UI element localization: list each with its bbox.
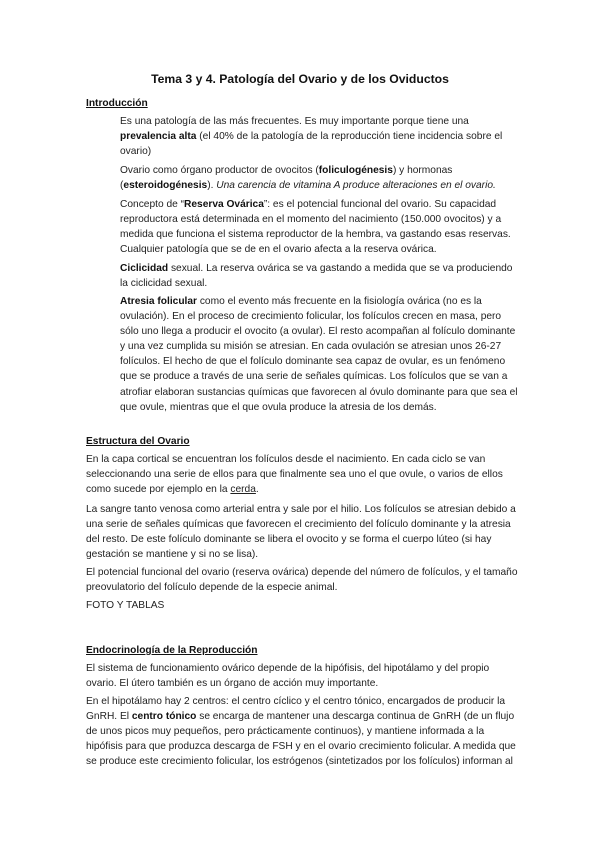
- heading-introduccion: Introducción: [86, 98, 148, 109]
- intro-paragraph-prevalence: Es una patología de las más frecuentes. Es muy importante porque tiene una prevalencia alta (el 40% de la patología de la reproducción tiene incidencia sobre el ovario): [120, 116, 503, 158]
- endo-paragraph-system: El sistema de funcionamiento ovárico depende de la hipófisis, del hipotálamo y del propio ovario. El útero también es un órgano de acción muy importante.: [86, 663, 490, 690]
- structure-placeholder-photos: FOTO Y TABLAS: [86, 600, 165, 611]
- structure-paragraph-potential: El potencial funcional del ovario (reserva ovárica) depende del número de folículos, y el tamaño preovulatorio del folículo depende de la especie animal.: [86, 567, 518, 594]
- intro-paragraph-ovarian-reserve: Concepto de “Reserva Ovárica”: es el potencial funcional del ovario. Su capacidad reproductora está determinada en el momento del nacimiento (150.000 ovocitos) y a medida que funciona el sistema reproductor de la hembra, va gastando esas reservas. Cualquier patología que se de en el ovario afecta a la reserva ovárica.: [120, 199, 511, 256]
- intro-paragraph-atresia: Atresia folicular como el evento más frecuente en la fisiología ovárica (no es la ovulación). En el proceso de crecimiento folicular, los folículos crecen en masa, pero sólo uno llega a producir el ovocito (a ovular). El resto acompañan al folículo dominante y una vez cumplida su misión se atresian. En cada ovulación se atresian unos 26-27 folículos. El hecho de que el folículo dominante sea capaz de ovular, es un fenómeno que se produce a través de una serie de señales químicas. Los folículos que se van a atrofiar elaboran sustancias químicas que favorecen al óvulo dominante para que sea el que ovule, mientras que el que ovula produce la atresia de los demás.: [120, 296, 518, 413]
- cerda-link: cerda: [230, 484, 256, 496]
- heading-estructura: Estructura del Ovario: [86, 436, 190, 447]
- intro-paragraph-ciclicidad: Ciclicidad sexual. La reserva ovárica se va gastando a medida que se va produciendo la ciclicidad sexual.: [120, 263, 513, 290]
- intro-paragraph-ovary-function: Ovario como órgano productor de ovocitos (foliculogénesis) y hormonas (esteroidogénesis). Una carencia de vitamina A produce alteraciones en el ovario.: [120, 165, 496, 192]
- structure-paragraph-blood: La sangre tanto venosa como arterial entra y sale por el hilio. Los folículos se atresian debido a una serie de señales químicas que favorecen el crecimiento del folículo dominante y la atresia del resto. De este folículo dominante se libera el ovocito y se forma el cuerpo lúteo (si hay gestación se mantiene y si no se lisa).: [86, 504, 516, 561]
- structure-paragraph-cortical: En la capa cortical se encuentran los folículos desde el nacimiento. En cada ciclo se van seleccionando una serie de ellos para que finalmente sea uno el que ovule, o varios de ellos como sucede por ejemplo en la cerda.: [86, 454, 503, 496]
- heading-endocrinologia: Endocrinología de la Reproducción: [86, 645, 258, 656]
- document-title: Tema 3 y 4. Patología del Ovario y de los Oviductos: [151, 72, 449, 86]
- endo-paragraph-hypothalamus: En el hipotálamo hay 2 centros: el centro cíclico y el centro tónico, encargados de producir la GnRH. El centro tónico se encarga de mantener una descarga continua de GnRH (de un flujo de unos picos muy pequeños, pero prácticamente continuos), y mantiene informada a la hipófisis para que produzca descarga de FSH y en el ovario crecimiento folicular. A medida que se produce este crecimiento folicular, los estrógenos (sintetizados por los folículos) informan al: [86, 696, 516, 768]
